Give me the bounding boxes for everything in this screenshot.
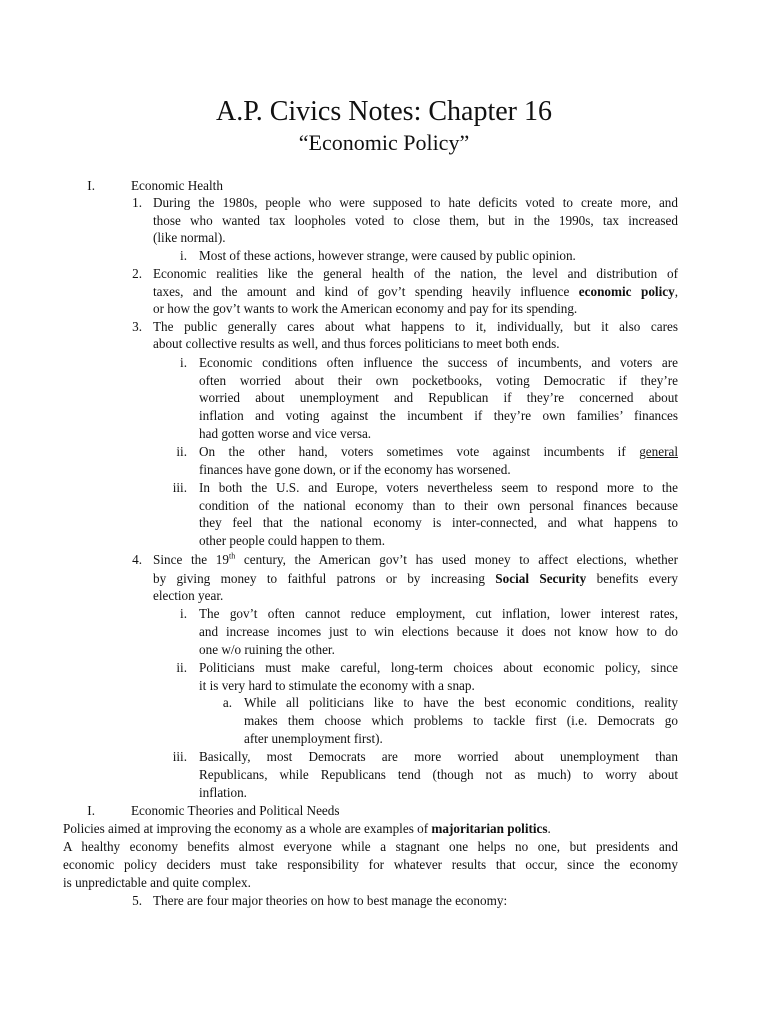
subsublist-item-text: makes them choose which problems to tackle first (i.e. Democrats go — [244, 713, 678, 728]
sublist-item-number: i. — [180, 248, 187, 263]
list-item-number: 5. — [132, 893, 142, 908]
sublist-item-text: and increase incomes just to win elections because it does not know how to do — [199, 624, 678, 639]
list-item-text: (like normal). — [153, 230, 226, 245]
sublist-item-text: Basically, most Democrats are more worried about unemployment than — [199, 749, 678, 764]
subsublist-item-letter: a. — [222, 695, 232, 710]
list-item-text: about collective results as well, and thus forces politicians to meet both ends. — [153, 336, 560, 351]
section-heading: Economic Theories and Political Needs — [131, 803, 340, 818]
sublist-item-text: Economic conditions often influence the success of incumbents, and voters are — [199, 355, 678, 370]
paragraph: Policies aimed at improving the economy as a whole are examples of majoritarian politics. — [63, 821, 551, 836]
sublist-item-text: inflation. — [199, 785, 247, 800]
sublist-item-number: ii. — [176, 444, 187, 459]
paragraph: A healthy economy benefits almost everyone while a stagnant one helps no one, but presidents and — [63, 839, 678, 854]
subsublist-item-text: While all politicians like to have the best economic conditions, reality — [244, 695, 678, 710]
list-item-text: Since the 19th century, the American gov’t has used money to affect elections, whether — [153, 551, 678, 567]
sublist-item-text: they feel that the national economy is inter-connected, and what happens to — [199, 515, 678, 530]
emphasis: general — [639, 444, 678, 459]
sublist-item-text: had gotten worse and vice versa. — [199, 426, 372, 441]
sublist-item-number: iii. — [172, 749, 187, 764]
sublist-item-text: worried about unemployment and Republican if they’re concerned about — [199, 390, 678, 405]
list-item-number: 4. — [132, 552, 142, 567]
sublist-item-text: finances have gone down, or if the economy has worsened. — [199, 462, 511, 477]
sublist-item-text: In both the U.S. and Europe, voters nevertheless seem to respond more to the — [199, 480, 678, 495]
key-term: economic policy — [578, 284, 675, 299]
sublist-item-text: The gov’t often cannot reduce employment, cut inflation, lower interest rates, — [199, 606, 678, 621]
sublist-item-number: i. — [180, 606, 187, 621]
key-term: Social Security — [495, 571, 587, 586]
sublist-item-text: other people could happen to them. — [199, 533, 386, 548]
sublist-item-text: often worried about their own pocketbooks, voting Democratic if they’re — [199, 373, 678, 388]
list-item-number: 2. — [132, 266, 142, 281]
sublist-item-text: Most of these actions, however strange, were caused by public opinion. — [199, 248, 576, 263]
sublist-item-number: ii. — [176, 660, 187, 675]
key-term: majoritarian politics — [431, 821, 548, 836]
sublist-item-number: iii. — [172, 480, 187, 495]
sublist-item-number: i. — [180, 355, 187, 370]
document-title: A.P. Civics Notes: Chapter 16 — [216, 96, 552, 127]
list-item-text: Economic realities like the general health of the nation, the level and distribution of — [153, 266, 678, 281]
list-item-number: 1. — [132, 195, 142, 210]
list-item-number: 3. — [132, 319, 142, 334]
sublist-item-text: Republicans, while Republicans tend (though not as much) to worry about — [199, 767, 678, 782]
paragraph: is unpredictable and quite complex. — [63, 875, 251, 890]
list-item-text: by giving money to faithful patrons or by increasing Social Security benefits every — [153, 571, 679, 586]
section-label: I. — [87, 803, 95, 818]
list-item-text: election year. — [153, 588, 224, 603]
sublist-item-text: one w/o ruining the other. — [199, 642, 335, 657]
section-label: I. — [87, 178, 95, 193]
list-item-text: During the 1980s, people who were supposed to hate deficits voted to create more, and — [153, 195, 678, 210]
sublist-item-text: On the other hand, voters sometimes vote against incumbents if general — [199, 444, 678, 459]
sublist-item-text: it is very hard to stimulate the economy with a snap. — [199, 678, 475, 693]
sublist-item-text: Politicians must make careful, long-term choices about economic policy, since — [199, 660, 678, 675]
sublist-item-text: condition of the national economy than to their own personal finances because — [199, 498, 678, 513]
document-subtitle: “Economic Policy” — [298, 130, 470, 155]
subsublist-item-text: after unemployment first). — [244, 731, 383, 746]
list-item-text: or how the gov’t wants to work the American economy and pay for its spending. — [153, 301, 578, 316]
sublist-item-text: inflation and voting against the incumbent if they’re own families’ finances — [199, 408, 678, 423]
list-item-text: those who wanted tax loopholes voted to close them, but in the 1990s, tax increased — [153, 213, 678, 228]
list-item-text: taxes, and the amount and kind of gov’t spending heavily influence economic policy, — [153, 284, 678, 299]
paragraph: economic policy deciders must take responsibility for whatever results that occur, since the economy — [63, 857, 678, 872]
list-item-text: There are four major theories on how to best manage the economy: — [153, 893, 508, 908]
list-item-text: The public generally cares about what happens to it, individually, but it also cares — [153, 319, 678, 334]
section-heading: Economic Health — [131, 178, 223, 193]
